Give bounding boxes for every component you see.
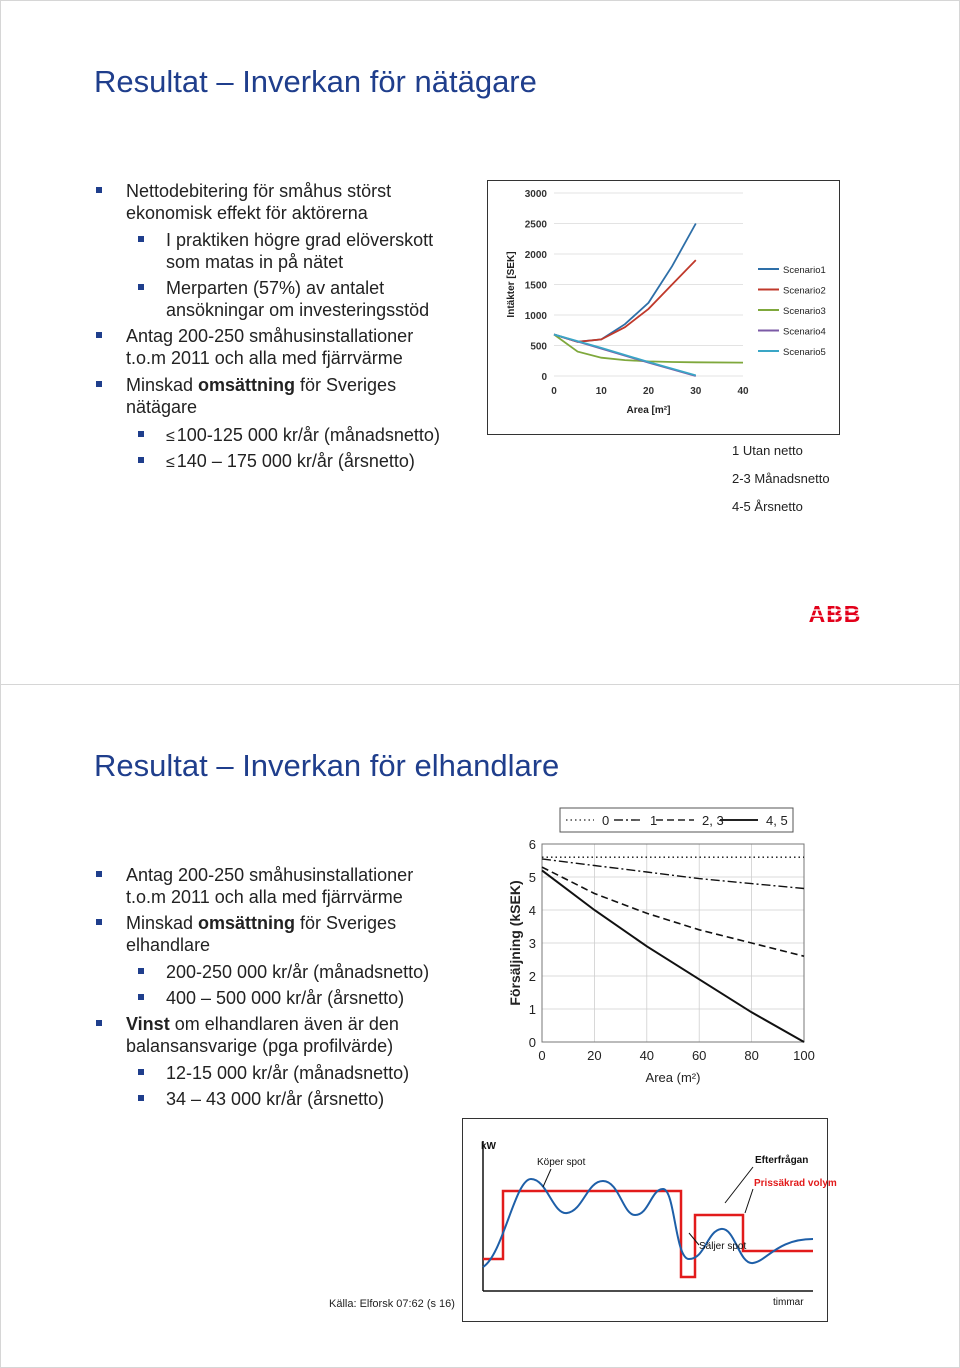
bullet-marker bbox=[96, 187, 102, 193]
less-equal-symbol: ≤ bbox=[166, 454, 175, 471]
bullet-marker bbox=[96, 871, 102, 877]
less-equal-symbol: ≤ bbox=[166, 428, 175, 445]
annotation-pointer bbox=[543, 1169, 551, 1187]
y-axis-label: kW bbox=[481, 1141, 496, 1152]
series-line-1 bbox=[542, 859, 804, 889]
x-tick-label: 10 bbox=[595, 386, 607, 397]
annotation-prissakrad-volym: Prissäkrad volym bbox=[754, 1178, 837, 1189]
bullet-marker bbox=[138, 968, 144, 974]
subbullet-elöverskott: I praktiken högre grad elöverskott som matas in på nätet bbox=[166, 229, 433, 273]
bullet-antag-2: Antag 200-250 småhusinstallationer t.o.m 2011 och alla med fjärrvärme bbox=[126, 864, 413, 908]
note-manadsnetto: 2-3 Månadsnetto bbox=[732, 471, 830, 486]
bullet-marker bbox=[96, 919, 102, 925]
y-tick-label: 2 bbox=[528, 969, 536, 984]
y-tick-label: 5 bbox=[528, 870, 536, 885]
slide2-title: Resultat – Inverkan för elhandlare bbox=[94, 748, 560, 783]
legend-label-scenario2: Scenario2 bbox=[783, 285, 826, 297]
legend-label-scenario4: Scenario4 bbox=[783, 326, 826, 338]
x-tick-label: 60 bbox=[691, 1048, 707, 1063]
bullet-marker bbox=[138, 284, 144, 290]
y-tick-label: 4 bbox=[528, 903, 536, 918]
y-tick-label: 1000 bbox=[524, 311, 547, 322]
x-tick-label: 30 bbox=[690, 386, 702, 397]
chart-intakter-scenarios bbox=[487, 180, 840, 435]
series-line-3 bbox=[542, 870, 804, 1042]
bullet-marker bbox=[138, 1095, 144, 1101]
bullet-vinst: Vinst om elhandlaren även är den balansansvarige (pga profilvärde) bbox=[126, 1013, 399, 1057]
subbullet-manadsnetto: ≤ 100-125 000 kr/år (månadsnetto) bbox=[166, 424, 440, 448]
bullet-marker bbox=[138, 994, 144, 1000]
bullet-marker bbox=[138, 457, 144, 463]
y-tick-label: 1 bbox=[528, 1002, 536, 1017]
x-axis-label: timmar bbox=[773, 1297, 804, 1308]
legend-label-3: 4, 5 bbox=[766, 813, 788, 828]
abb-logo-text: ABB bbox=[808, 601, 862, 627]
subbullet-vinst-arsnetto: 34 – 43 000 kr/år (årsnetto) bbox=[166, 1088, 384, 1110]
subbullet-arsnetto-2: 400 – 500 000 kr/år (årsnetto) bbox=[166, 987, 404, 1009]
annotation-saljer-spot: Säljer spot bbox=[699, 1241, 747, 1252]
legend-label-2: 2, 3 bbox=[702, 813, 724, 828]
annotation-pointer bbox=[725, 1167, 753, 1203]
x-tick-label: 0 bbox=[538, 1048, 546, 1063]
x-tick-label: 40 bbox=[639, 1048, 655, 1063]
bullet-nettodebitering: Nettodebitering för småhus störst ekonomisk effekt för aktörerna bbox=[126, 180, 391, 224]
x-tick-label: 80 bbox=[744, 1048, 759, 1063]
x-tick-label: 40 bbox=[737, 386, 749, 397]
abb-logo bbox=[806, 603, 864, 625]
y-axis-label: Försäljning (kSEK) bbox=[507, 880, 523, 1006]
bullet-marker bbox=[96, 1020, 102, 1026]
legend-box bbox=[560, 808, 793, 832]
legend-label-1: 1 bbox=[650, 813, 658, 828]
annotation-pointer bbox=[745, 1189, 753, 1213]
x-axis-label: Area (m²) bbox=[645, 1070, 701, 1085]
legend-label-scenario3: Scenario3 bbox=[783, 306, 826, 317]
y-axis-label: Intäkter [SEK] bbox=[506, 251, 517, 318]
y-tick-label: 0 bbox=[541, 372, 547, 383]
y-tick-label: 1500 bbox=[524, 280, 547, 292]
bullet-marker bbox=[138, 236, 144, 242]
subbullet-merparten: Merparten (57%) av antalet ansökningar om investeringsstöd bbox=[166, 277, 429, 321]
y-tick-label: 2500 bbox=[524, 219, 547, 231]
bullet-marker bbox=[96, 332, 102, 338]
annotation-efterfragan: Efterfrågan bbox=[755, 1155, 809, 1166]
bullet-antag: Antag 200-250 småhusinstallationer t.o.m 2011 och alla med fjärrvärme bbox=[126, 325, 413, 369]
y-tick-label: 500 bbox=[530, 341, 547, 353]
source-citation: Källa: Elforsk 07:62 (s 16) bbox=[326, 1298, 458, 1310]
x-tick-label: 20 bbox=[642, 386, 655, 397]
x-tick-label: 20 bbox=[587, 1048, 602, 1063]
y-tick-label: 0 bbox=[528, 1035, 536, 1050]
subbullet-vinst-manadsnetto: 12-15 000 kr/år (månadsnetto) bbox=[166, 1062, 409, 1084]
chart-forsaljning-svg bbox=[498, 804, 828, 1090]
subbullet-manadsnetto-2: 200-250 000 kr/år (månadsnetto) bbox=[166, 961, 429, 983]
chart-forsaljning bbox=[498, 804, 828, 1090]
diagram-spot-volym-svg bbox=[463, 1119, 837, 1321]
bullet-marker bbox=[138, 1069, 144, 1075]
slide1-title: Resultat – Inverkan för nätägare bbox=[94, 64, 537, 99]
y-tick-label: 6 bbox=[528, 837, 536, 852]
y-tick-label: 3000 bbox=[524, 189, 547, 200]
legend-label-0: 0 bbox=[602, 813, 610, 828]
y-tick-label: 3 bbox=[528, 936, 536, 951]
bullet-minskad-omsattning: Minskad omsättning för Sveriges nätägare bbox=[126, 374, 396, 418]
legend-label-scenario5: Scenario5 bbox=[783, 347, 826, 358]
annotation-koper-spot: Köper spot bbox=[537, 1157, 586, 1168]
bullet-marker bbox=[96, 381, 102, 387]
note-utan-netto: 1 Utan netto bbox=[732, 443, 803, 458]
bullet-minskad-omsattning-2: Minskad omsättning för Sveriges elhandlare bbox=[126, 912, 396, 956]
y-tick-label: 2000 bbox=[524, 250, 547, 261]
x-axis-label: Area [m²] bbox=[626, 405, 671, 416]
legend-label-scenario1: Scenario1 bbox=[783, 265, 826, 276]
diagram-spot-volym bbox=[462, 1118, 837, 1322]
note-arsnetto: 4-5 Årsnetto bbox=[732, 499, 803, 514]
x-tick-label: 100 bbox=[793, 1048, 815, 1063]
x-tick-label: 0 bbox=[551, 386, 557, 397]
subbullet-arsnetto: ≤ 140 – 175 000 kr/år (årsnetto) bbox=[166, 450, 415, 474]
bullet-marker bbox=[138, 431, 144, 437]
chart-intakter-svg bbox=[488, 181, 839, 434]
